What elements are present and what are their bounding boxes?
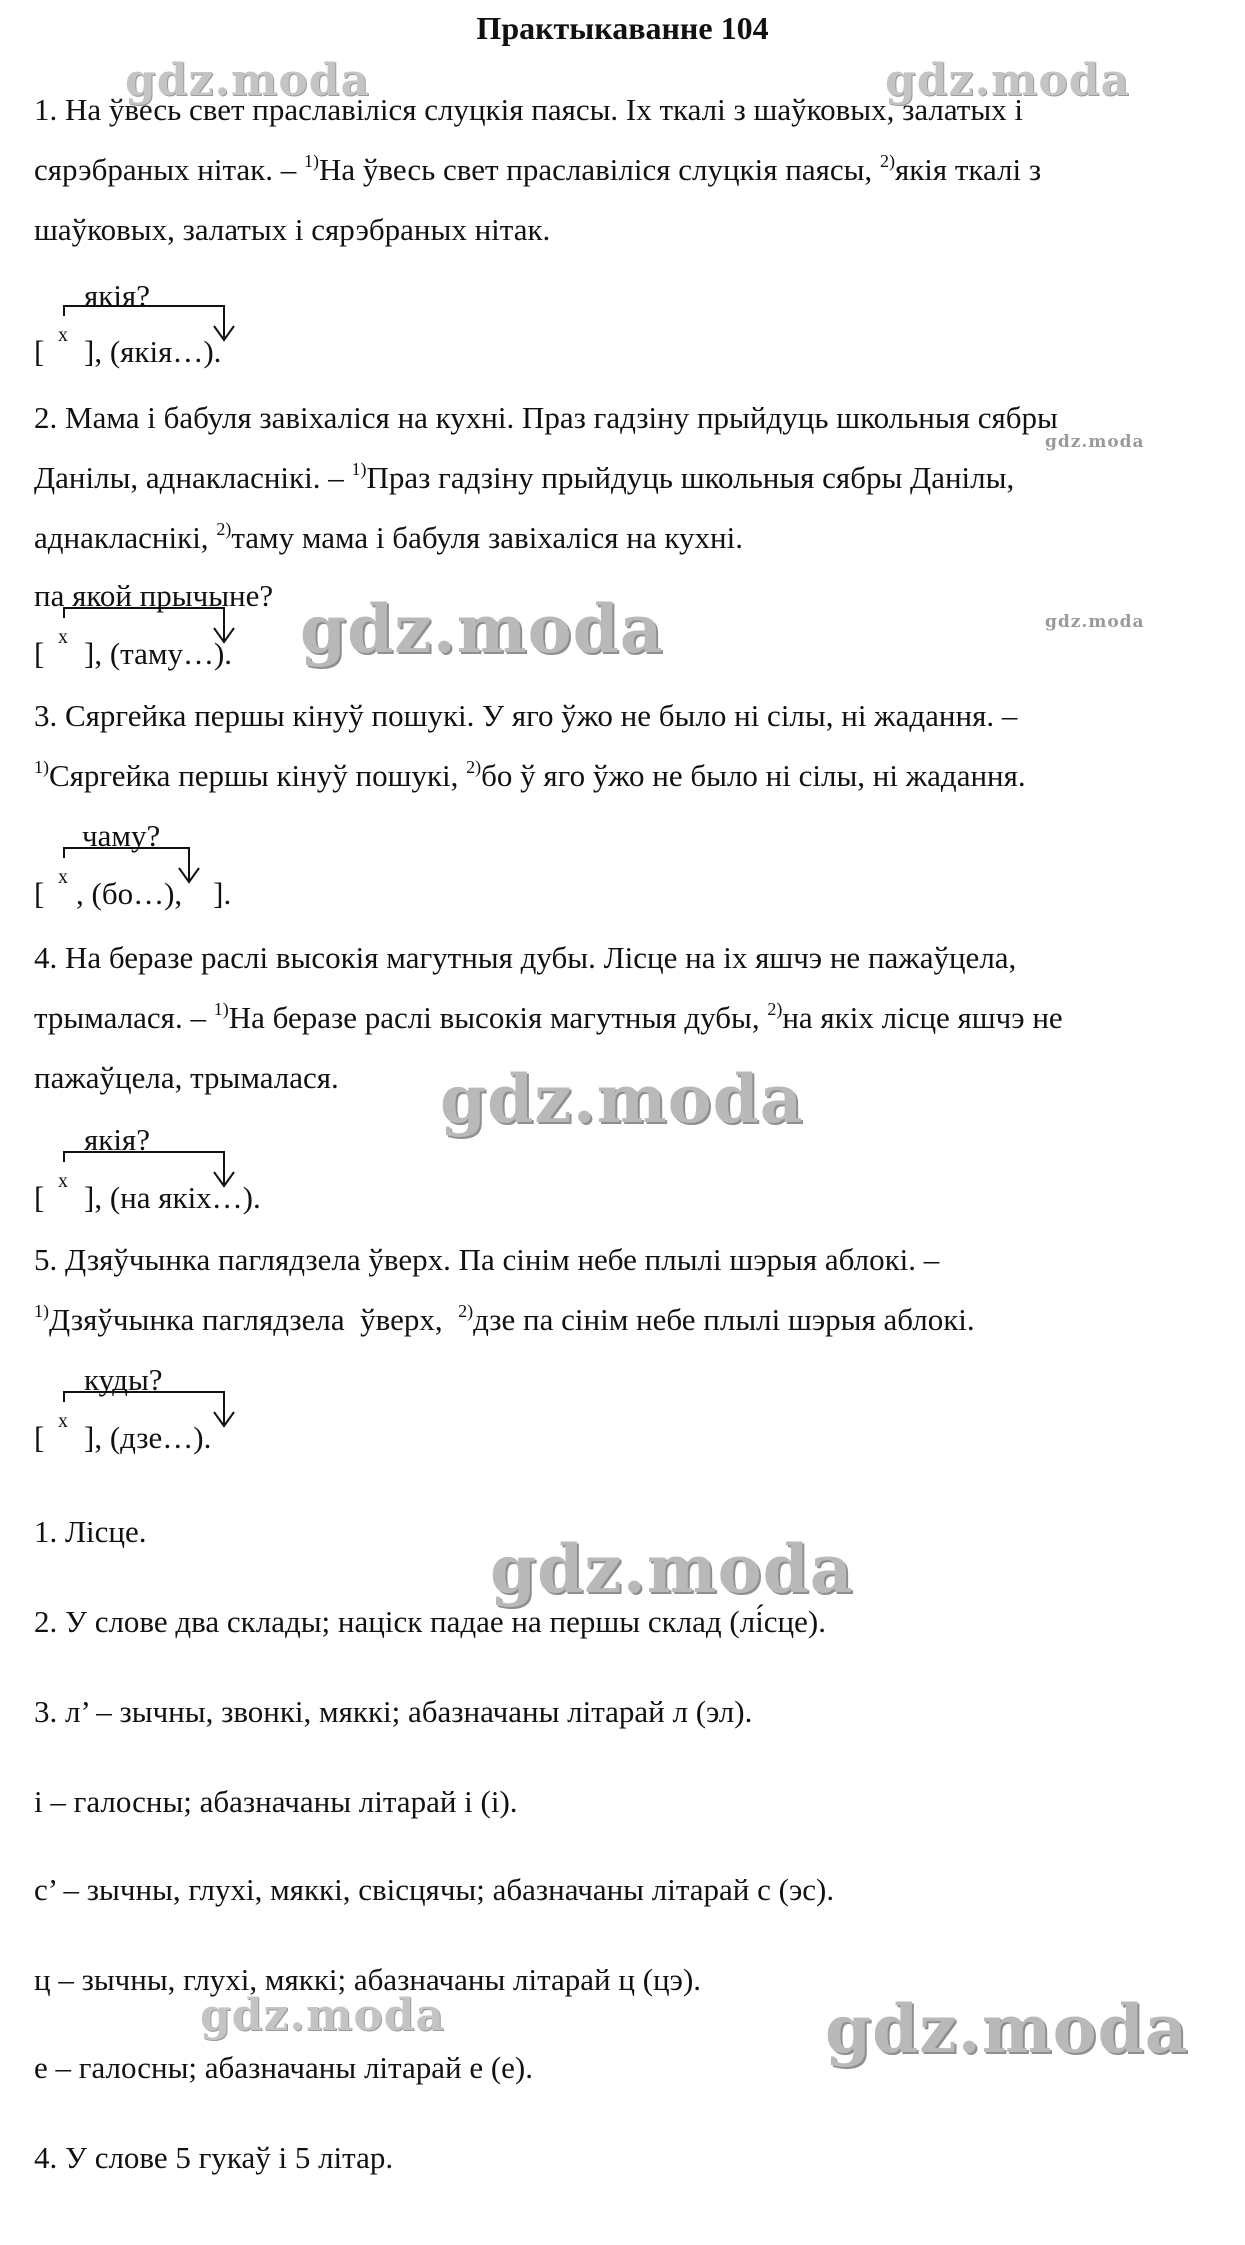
scheme-subject-mark: x [58,626,68,648]
analysis-item-4: і – галосны; абазначаны літарай і (і). [34,1784,518,1819]
ex1-line1: 1. На ўвесь свет праславіліся слуцкія паясы. Іх ткалі з шаўковых, залатых і [34,92,1024,127]
ex4-line1: 4. На беразе раслі высокія магутныя дубы. Лісце на іх яшчэ не пажаўцела, [34,940,1017,975]
analysis-item-5: с’ – зычны, глухі, мяккі, свісцячы; абазначаны літарай с (эс). [34,1872,835,1907]
scheme-question: чаму? [82,818,161,853]
scheme-question: якія? [84,1122,150,1157]
scheme-formula: ], (дзе…). [84,1420,212,1455]
clause-mark: 1) [34,757,49,777]
watermark: gdz.moda [300,590,664,668]
clause-mark: 2) [466,757,482,777]
scheme-formula: ], (якія…). [84,334,222,369]
scheme-open-bracket: [ [34,1420,45,1455]
scheme-subject-mark: x [58,324,68,346]
watermark: gdz.moda [200,1990,446,2041]
ex5-line1: 5. Дзяўчынка паглядзела ўверх. Па сінім небе плылі шэрыя аблокі. – [34,1242,940,1277]
scheme-subject-mark: x [58,866,68,888]
scheme-formula: ], (на якіх…). [84,1180,261,1215]
analysis-item-8: 4. У слове 5 гукаў і 5 літар. [34,2140,394,2175]
watermark: gdz.moda [885,55,1131,106]
clause-mark: 1) [351,459,367,479]
ex1-line2: сярэбраных нітак. – $^{1)}$На ўвесь свет праславіліся слуцкія паясы, $^{2)}$якія ткалі з [34,151,1042,187]
clause-mark: 1) [213,999,229,1019]
ex2-line2: Данілы, аднакласнікі. – $^{1)}$Праз гадзіну прыйдуць школьныя сябры Данілы, [34,459,1015,495]
watermark: gdz.moda [1045,612,1145,632]
scheme-question: якія? [84,278,150,313]
ex5-scheme [34,1362,434,1457]
scheme-subject-mark: x [58,1410,68,1432]
analysis-item-7: е – галосны; абазначаны літарай е (е). [34,2050,533,2085]
scheme-open-bracket: [ [34,1180,45,1215]
scheme-formula: , (бо…), ]. [76,876,232,911]
watermark: gdz.moda [1045,432,1145,452]
watermark: gdz.moda [440,1060,804,1138]
watermark: gdz.moda [490,1530,854,1608]
analysis-item-6: ц – зычны, глухі, мяккі; абазначаны літарай ц (цэ). [34,1962,702,1997]
ex4-scheme [34,1122,434,1217]
scheme-question: па якой прычыне? [34,578,274,613]
page-title: Практыкаванне 104 [476,10,769,46]
analysis-item-1: 1. Лісце. [34,1514,147,1549]
ex2-line3: аднакласнікі, $^{2)}$таму мама і бабуля завіхаліся на кухні. [34,519,743,555]
ex3-scheme [34,818,434,913]
watermark: gdz.moda [825,1990,1189,2068]
ex3-line1: 3. Сяргейка першы кінуў пошукі. У яго ўжо не было ні сілы, ні жадання. – [34,698,1018,733]
scheme-question: куды? [84,1362,163,1397]
scheme-formula: ], (таму…). [84,636,233,671]
ex3-line2: $^{1)}$Сяргейка першы кінуў пошукі, $^{2)}$бо ў яго ўжо не было ні сілы, ні жадання. [34,757,1026,793]
scheme-open-bracket: [ [34,876,45,911]
clause-mark: 2) [458,1301,474,1321]
clause-mark: 2) [879,151,895,171]
clause-mark: 1) [34,1301,49,1321]
ex5-line2: $^{1)}$Дзяўчынка паглядзела ўверх, $^{2)}$дзе па сінім небе плылі шэрыя аблокі. [34,1301,975,1337]
ex2-line1: 2. Мама і бабуля завіхаліся на кухні. Праз гадзіну прыйдуць школьныя сябры [34,400,1058,435]
clause-mark: 1) [304,151,319,171]
ex1-line3: шаўковых, залатых і сярэбраных нітак. [34,212,551,247]
clause-mark: 2) [216,519,232,539]
scheme-open-bracket: [ [34,334,45,369]
ex4-line3: пажаўцела, трымалася. [34,1060,339,1095]
analysis-item-2: 2. У слове два склады; націск падае на першы склад (лі́сце). [34,1604,826,1639]
ex4-line2: трымалася. – $^{1)}$На беразе раслі высокія магутныя дубы, $^{2)}$на якіх лісце яшчэ не [34,999,1063,1035]
clause-mark: 2) [767,999,783,1019]
scheme-subject-mark: x [58,1170,68,1192]
ex1-scheme [34,278,434,373]
watermark: gdz.moda [125,55,371,106]
analysis-item-3: 3. л’ – зычны, звонкі, мяккі; абазначаны літарай л (эл). [34,1694,753,1729]
scheme-open-bracket: [ [34,636,45,671]
